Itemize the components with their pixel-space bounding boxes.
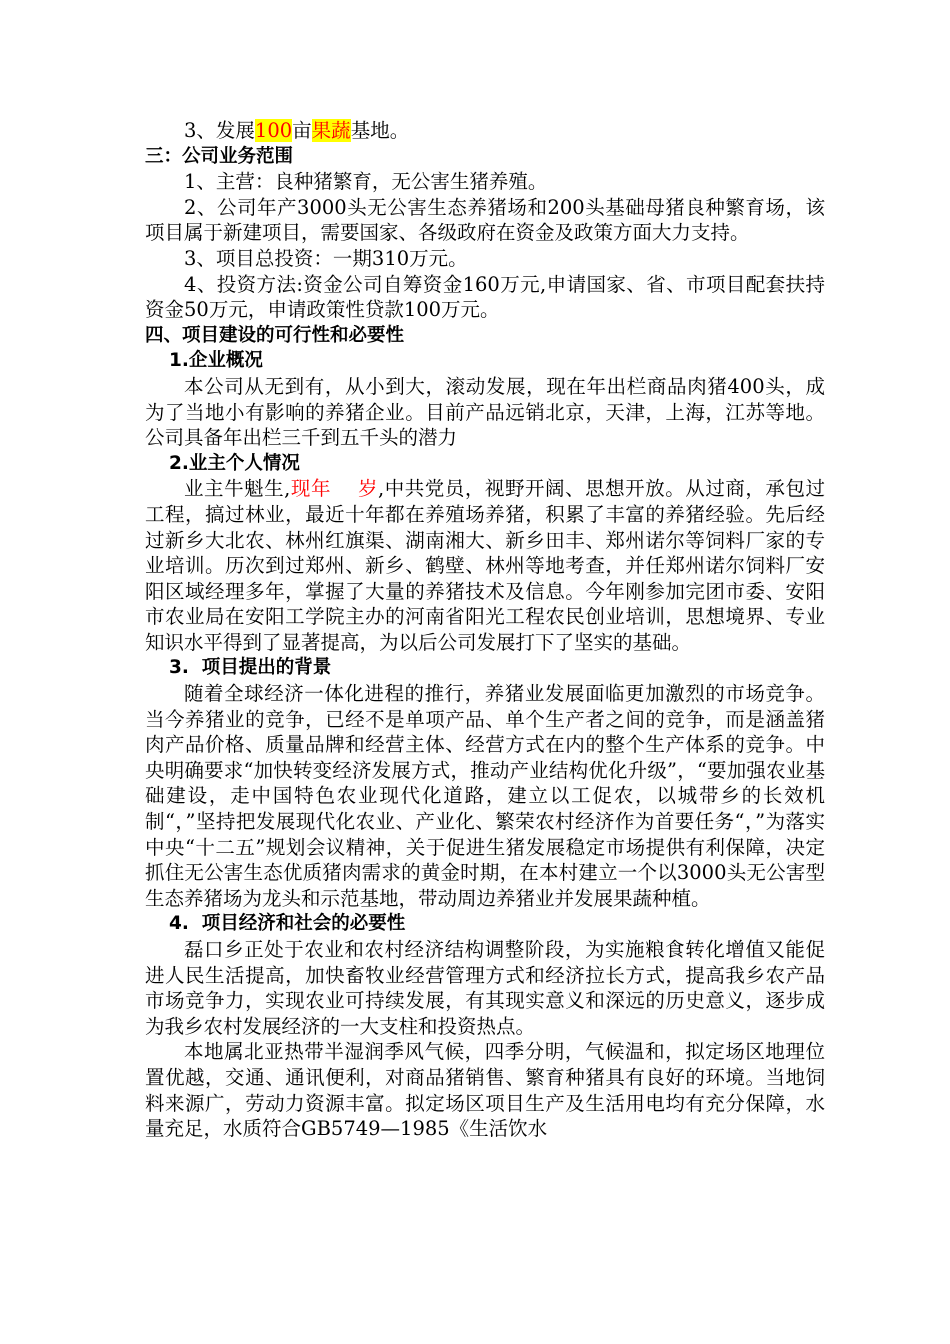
subsection-2-heading: 2.业主个人情况 [169,452,300,474]
document-page [145,118,825,1142]
base-line [145,118,825,144]
subsection-1-heading: 1.企业概况 [169,350,263,372]
subsection-3-heading: 3. 项目提出的背景 [169,657,332,679]
base-line-mid: 亩 [292,119,312,142]
section-4-heading: 四、项目建设的可行性和必要性 [145,324,405,346]
subsection-1-paragraph: 本公司从无到有，从小到大，滚动发展，现在年出栏商品肉猪400头，成为了当地小有影响的养猪企业。目前产品远销北京，天津，上海，江苏等地。公司具备年出栏三千到五千头的潜力 [145,374,825,450]
base-type-highlight: 果蔬 [311,119,351,142]
section-3-paragraph-4: 4、投资方法:资金公司自筹资金160万元,申请国家、省、市项目配套扶持资金50万元，申请政策性贷款100万元。 [145,272,825,322]
section-3-paragraph-3: 3、项目总投资：一期310万元。 [184,246,468,270]
subsection-3-paragraph: 随着全球经济一体化进程的推行，养猪业发展面临更加激烈的市场竞争。当今养猪业的竞争，已经不是单项产品、单个生产者之间的竞争，而是涵盖猪肉产品价格、质量品牌和经营主体、经营方式在内的整个生产体系的竞争。中央明确要求“加快转变经济发展方式，推动产业结构优化升级”，“要加强农业基础建设，走中国特色农业现代化道路，建立以工促农，以城带乡的长效机制“，”坚持把发展现代化农业、产业化、繁荣农村经济作为首要任务“，”为落实中央“十二五”规划会议精神，关于促进生猪发展稳定市场提供有利保障，决定抓住无公害生态优质猪肉需求的黄金时期，在本村建立一个以3000头无公害型生态养猪场为龙头和示范基地，带动周边养猪业并发展果蔬种植。 [145,682,825,910]
owner-description: ,中共党员，视野开阔、思想开放。从过商，承包过工程，搞过林业，最近十年都在养殖场养猪，积累了丰富的养猪经验。先后经过新乡大北农、林州红旗渠、湖南湘大、新乡田丰、郑州诺尔等饲料厂家的专业培训。历次到过郑州、新乡、鹤壁、林州等地考查，并任郑州诺尔饲料厂安阳区域经理多年，掌握了大量的养猪技术及信息。今年刚参加完团市委、安阳市农业局在安阳工学院主办的河南省阳光工程农民创业培训，思想境界、专业知识水平得到了显著提高，为以后公司发展打下了坚实的基础。 [145,477,825,654]
base-line-post: 基地。 [350,119,410,142]
owner-age-placeholder: 现年 岁 [290,477,378,501]
subsection-4-heading: 4. 项目经济和社会的必要性 [169,913,406,935]
section-3-paragraph-2: 2、公司年产3000头无公害生态养猪场和200头基础母猪良种繁育场，该项目属于新建项目，需要国家、各级政府在资金及政策方面大力支持。 [145,195,825,245]
subsection-2-paragraph [145,476,825,655]
section-3-heading: 三：公司业务范围 [145,145,294,167]
owner-name: 业主牛魁生, [184,477,291,501]
base-line-pre: 3、发展 [184,119,255,142]
base-area-highlight: 100 [254,119,293,142]
subsection-4-paragraph-1: 磊口乡正处于农业和农村经济结构调整阶段，为实施粮食转化增值又能促进人民生活提高，加快畜牧业经营管理方式和经济拉长方式，提高我乡农产品市场竞争力，实现农业可持续发展，有其现实意义和深远的历史意义，逐步成为我乡农村发展经济的一大支柱和投资热点。 [145,938,825,1038]
section-3-paragraph-1: 1、主营：良种猪繁育，无公害生猪养殖。 [184,170,548,194]
subsection-4-paragraph-2: 本地属北亚热带半湿润季风气候，四季分明，气候温和，拟定场区地理位置优越，交通、通讯便利，对商品猪销售、繁育种猪具有良好的环境。当地饲料来源广，劳动力资源丰富。拟定场区项目生产及生活用电均有充分保障，水量充足，水质符合GB5749—1985《生活饮水 [145,1040,825,1141]
